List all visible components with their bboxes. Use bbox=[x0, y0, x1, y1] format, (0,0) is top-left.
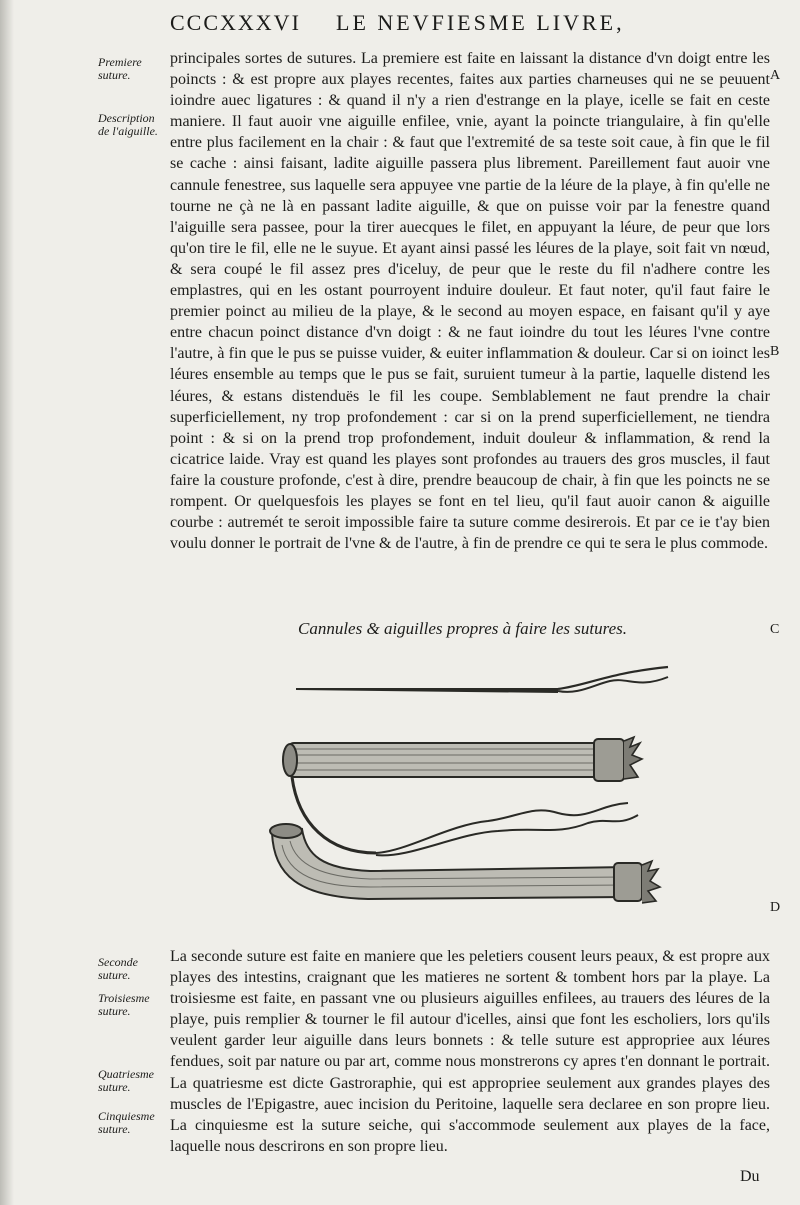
page-gutter-shadow bbox=[0, 0, 14, 1205]
figure-caption: Cannules & aiguilles propres à faire les sutures. bbox=[298, 619, 627, 638]
curved-needle bbox=[292, 777, 638, 855]
paragraph-other-sutures: La seconde suture est faite en maniere que les peletiers cousent leurs peaux, & est propre aux playes des intestins, craignant que les matieres ne sortent & tombent hors par la playe. La troisiesme est faite, en passant vne ou plusieurs aiguilles enfilees, au trauers des léures de la playe, puis remplier & tourner le fil autour d'icelles, ainsi que font les escholiers, lors qu'ils veulent garder leur aiguille dans leurs bonnets : & telle suture est appropriee aux léures fendues, soit par nature ou par art, comme nous monstrerons cy apres t'en donnant le portrait. La quatriesme est dicte Gastroraphie, qui est appropriee seulement aux grandes playes des muscles de l'Epigastre, auec incision du Peritoine, laquelle sera declaree en son propre lieu. La cinquiesme est la suture seiche, qui s'accommode seulement aux playes de la face, laquelle nous descrirons en son propre lieu. bbox=[170, 948, 770, 1155]
margin-note-seconde: Seconde suture. bbox=[98, 955, 138, 982]
margin-note-description: Description de l'aiguille. bbox=[98, 111, 158, 138]
paragraph-first-suture: principales sortes de sutures. La premiere est faite en laissant la distance d'vn doigt entre les poincts : & est propre aux playes recentes, faites aux parties charneuses qui ne se peuuent ioindre auec ligatures : & quand il n'y a rien d'estrange en la playe, icelle se fait en ceste maniere. Il faut auoir vne aiguille enfilee, vnie, ayant la poincte triangulaire, à fin qu'elle entre plus facilement en la chair : & faut que l'extremité de sa teste soit caue, à fin que le fil se cache : ainsi faisant, ladite aiguille passera plus librement. Pareillement faut auoir vne cannule fenestree, sus laquelle sera appuyee vne partie de la léure de la playe, à fin qu'elle ne tourne ne çà ne là en passant ladite aiguille, & que on puisse voir par la fenestre quand l'aiguille sera passee, pour la tirer auecques le filet, en appuyant la léure, de peur que lors qu'on tire le fil, elle ne le suyue. Et ayant ainsi passé les léures de la playe, soit fait vn nœud, & sera coupé le fil assez pres d'iceluy, de peur que le reste du fil n'adhere contre les emplastres, qui en les ostant pourroyent induire douleur. Et faut noter, qu'il faut faire le premier poinct au milieu de la playe, & le second au moyen espace, en faisant qu'il y aye entre chacun poinct distance d'vn doigt : & ne faut ioindre du tout les léures l'vne contre l'autre, à fin que le pus se puisse vuider, & euiter inflammation & douleur. Car si on ioinct les léures ensemble au temps que le pus se fait, suruient tumeur à la partie, laquelle distend les léures, & estans distenduës le fil les coupe. Semblablement ne faut prendre la chair superficiellement, ny trop profondement : car si on la prend superficiellement, ne tiendra point : & si on la prend trop profondement, induit douleur & inflammation, & rend la cicatrice laide. Vray est quand les playes sont profondes au trauers des gros muscles, il faut faire la cousture profonde, c'est à dire, prendre beaucoup de chair, à fin que les poincts ne se rompent. Or quelquesfois les playes se font en tel lieu, qu'il faut auoir canon & aiguille courbe : autremét te seroit impossible faire ta suture comme desirerois. Et par ce ie t'ay bien voulu donner le portrait de l'vne & de l'autre, à fin de prendre ce qui te sera le plus commode. bbox=[170, 50, 770, 553]
straight-needle bbox=[296, 667, 668, 693]
margin-letter-c: C bbox=[770, 622, 780, 637]
cannulas-needles-figure bbox=[258, 655, 678, 920]
margin-note-premiere: Premiere suture. bbox=[98, 55, 142, 82]
margin-letter-a: A bbox=[770, 68, 781, 83]
margin-letter-d: D bbox=[770, 900, 781, 915]
catchword: Du bbox=[740, 1168, 760, 1185]
margin-note-troisiesme: Troisiesme suture. bbox=[98, 991, 150, 1018]
running-head bbox=[170, 10, 690, 44]
folio-number: CCCXXXVI bbox=[170, 10, 301, 35]
straight-cannula bbox=[283, 737, 642, 781]
margin-note-cinquiesme: Cinquiesme suture. bbox=[98, 1109, 155, 1136]
margin-letter-b: B bbox=[770, 344, 780, 359]
book-title: LE NEVFIESME LIVRE, bbox=[336, 10, 625, 35]
margin-note-quatriesme: Quatriesme suture. bbox=[98, 1067, 154, 1094]
